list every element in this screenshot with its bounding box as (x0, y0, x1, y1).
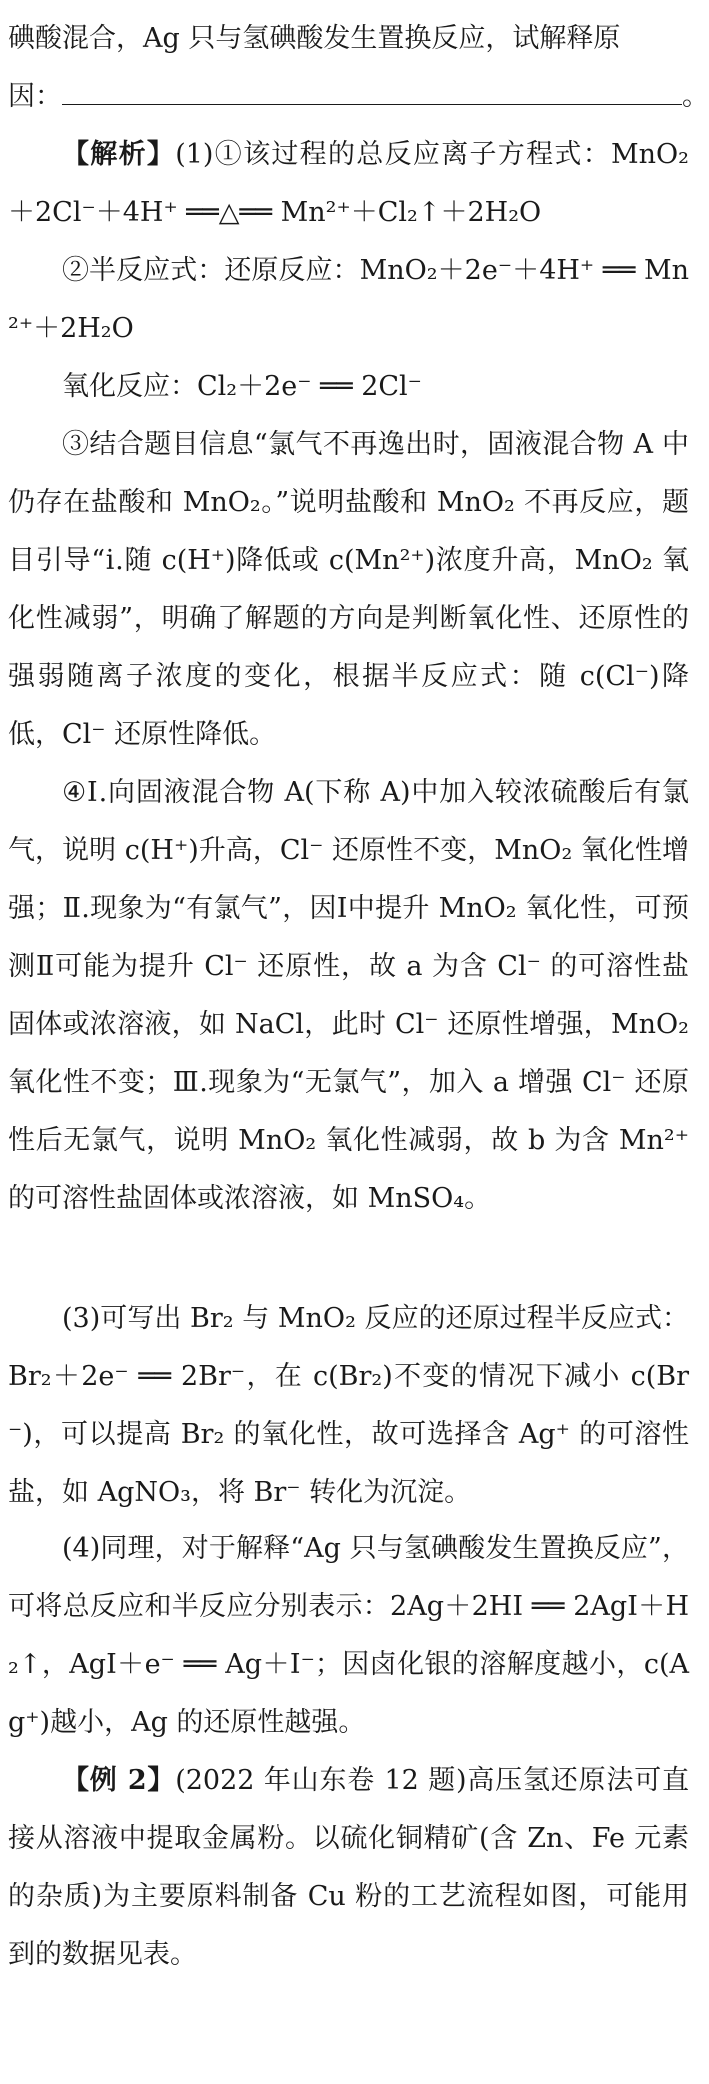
analysis-p4: ③结合题目信息“氯气不再逸出时，固液混合物 A 中仍存在盐酸和 MnO₂。”说明盐酸和 MnO₂ 不再反应，题目引导“ⅰ.随 c(H⁺)降低或 c(Mn²⁺)浓度升高，MnO₂ 氧化性减弱”，明确了解题的方向是判断氧化性、还原性的强弱随离子浓度的变化，根据半反应式：随 c(Cl⁻)降低，Cl⁻ 还原性降低。 (8, 429, 689, 750)
question-line-2 (8, 68, 709, 126)
example-text: (2022 年山东卷 12 题)高压氢还原法可直接从溶液中提取金属粉。以硫化铜精矿(含 Zn、Fe 元素的杂质)为主要原料制备 Cu 粉的工艺流程如图，可能用到的数据见表。 (8, 1765, 689, 1970)
question-line-2-prefix: 因： (8, 81, 62, 112)
question-line-2-suffix: 。 (682, 81, 709, 112)
analysis-p1-text: (1)①该过程的总反应离子方程式：MnO₂＋2Cl⁻＋4H⁺ ══△══ Mn²⁺＋Cl₂↑＋2H₂O (8, 139, 689, 228)
analysis-p2: ②半反应式：还原反应：MnO₂＋2e⁻＋4H⁺ ══ Mn²⁺＋2H₂O (8, 255, 689, 344)
analysis-p1 (8, 126, 689, 242)
answer-blank[interactable] (62, 74, 682, 105)
example-tag: 【例 2】 (62, 1765, 176, 1796)
analysis-p5: ④Ⅰ.向固液混合物 A(下称 A)中加入较浓硫酸后有氯气，说明 c(H⁺)升高，Cl⁻ 还原性不变，MnO₂ 氧化性增强；Ⅱ.现象为“有氯气”，因Ⅰ中提升 MnO₂ 氧化性，可预测Ⅱ可能为提升 Cl⁻ 还原性，故 a 为含 Cl⁻ 的可溶性盐固体或浓溶液，如 NaCl，此时 Cl⁻ 还原性增强，MnO₂ 氧化性不变；Ⅲ.现象为“无氯气”，加入 a 增强 Cl⁻ 还原性后无氯气，说明 MnO₂ 氧化性减弱，故 b 为含 Mn²⁺ 的可溶性盐固体或浓溶液，如 MnSO₄。 (8, 777, 689, 1214)
analysis-p6: (3)可写出 Br₂ 与 MnO₂ 反应的还原过程半反应式：Br₂＋2e⁻ ══ 2Br⁻，在 c(Br₂)不变的情况下减小 c(Br⁻)，可以提高 Br₂ 的氧化性，故可选择含 Ag⁺ 的可溶性盐，如 AgNO₃，将 Br⁻ 转化为沉淀。 (8, 1303, 689, 1508)
question-line-1: 碘酸混合，Ag 只与氢碘酸发生置换反应，试解释原 (8, 23, 621, 54)
analysis-p3: 氧化反应：Cl₂＋2e⁻ ══ 2Cl⁻ (62, 371, 422, 402)
analysis-tag: 【解析】 (62, 139, 176, 170)
example-paragraph (8, 1752, 689, 1984)
analysis-p7: (4)同理，对于解释“Ag 只与氢碘酸发生置换反应”，可将总反应和半反应分别表示：2Ag＋2HI ══ 2AgI＋H₂↑，AgI＋e⁻ ══ Ag＋I⁻；因卤化银的溶解度越小，c(Ag⁺)越小，Ag 的还原性越强。 (8, 1533, 689, 1738)
